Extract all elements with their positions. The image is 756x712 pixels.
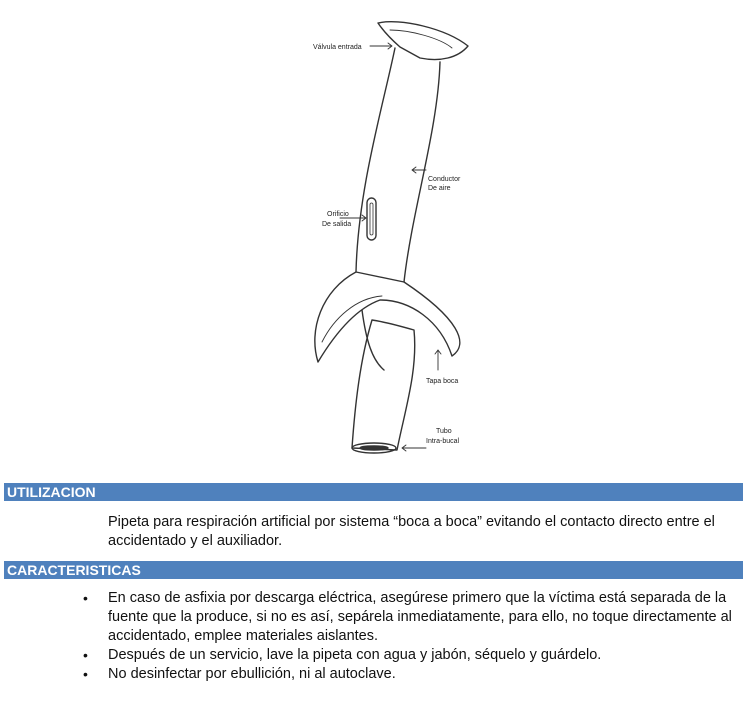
label-orificio-1: Orificio bbox=[327, 211, 349, 218]
bullet-icon: • bbox=[83, 647, 88, 663]
utilizacion-text: Pipeta para respiración artificial por sistema “boca a boca” evitando el contacto directo entre el accidentado y el auxiliador. bbox=[108, 514, 715, 549]
utilizacion-heading: UTILIZACION bbox=[4, 483, 743, 501]
label-orificio-2: De salida bbox=[322, 221, 352, 228]
list-item bbox=[0, 646, 748, 665]
list-item bbox=[0, 665, 748, 684]
bullet-icon: • bbox=[83, 666, 88, 682]
list-item-text: En caso de asfixia por descarga eléctrica, asegúrese primero que la víctima está separada de la fuente que la produce, si no es así, sepárela inmediatamente, para ello, no toque directamente al accidentado, emplee materiales aislantes. bbox=[108, 590, 732, 644]
air-conductor bbox=[356, 48, 440, 282]
intra-bucal-tube bbox=[352, 320, 415, 450]
outlet-slot bbox=[367, 198, 376, 240]
list-item-text: Después de un servicio, lave la pipeta con agua y jabón, séquelo y guárdelo. bbox=[108, 647, 602, 663]
inlet-valve bbox=[378, 22, 468, 60]
label-tubo-2: Intra-bucal bbox=[426, 438, 460, 445]
mouth-guard bbox=[315, 272, 460, 362]
label-tubo-1: Tubo bbox=[436, 428, 452, 435]
bullet-icon: • bbox=[83, 590, 88, 606]
label-valvula: Válvula entrada bbox=[313, 44, 362, 51]
list-item-text: No desinfectar por ebullición, ni al autoclave. bbox=[108, 666, 396, 682]
label-tapa: Tapa boca bbox=[426, 378, 459, 385]
caracteristicas-heading: CARACTERISTICAS bbox=[4, 561, 743, 579]
label-conductor-2: De aire bbox=[428, 185, 451, 192]
label-conductor-1: Conductor bbox=[428, 176, 461, 183]
list-item bbox=[0, 589, 748, 646]
caracteristicas-list bbox=[0, 589, 756, 684]
